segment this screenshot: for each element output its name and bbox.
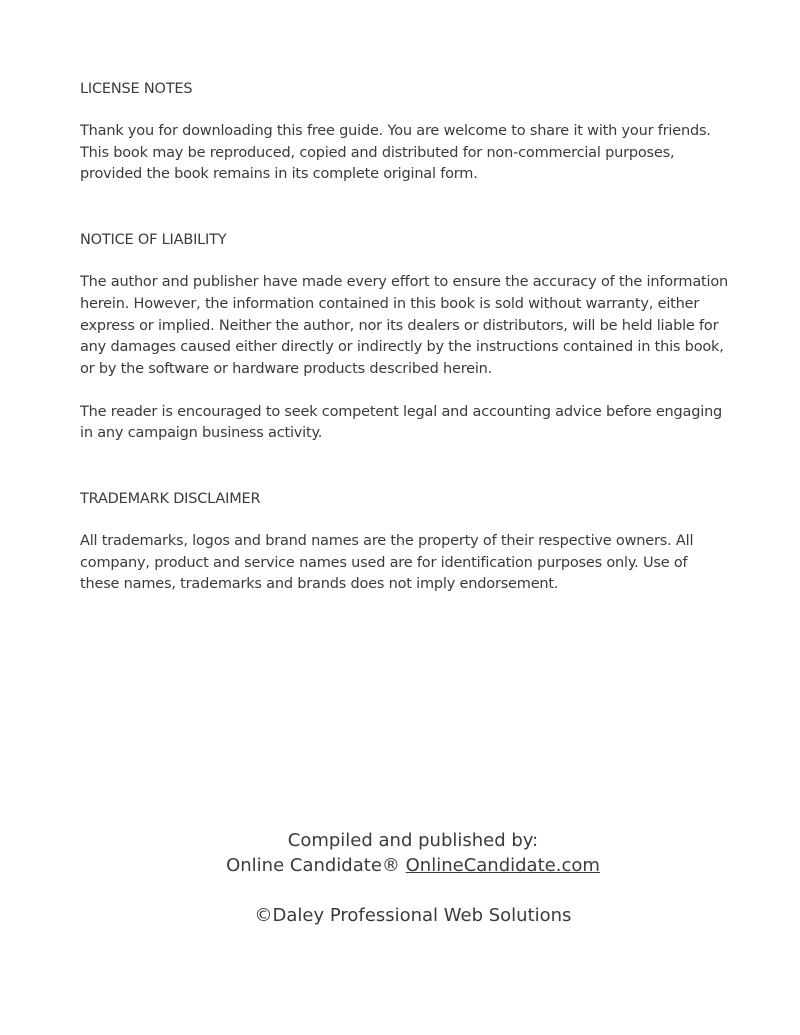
copyright-line: ©Daley Professional Web Solutions	[254, 905, 572, 926]
compiled-by-line: Compiled and published by:	[287, 830, 539, 851]
trademark-disclaimer-heading: TRADEMARK DISCLAIMER	[80, 491, 261, 508]
publisher-line	[0, 853, 800, 878]
brand-name: Online Candidate®	[226, 855, 400, 876]
license-notes-heading: LICENSE NOTES	[80, 81, 193, 97]
document-page	[80, 78, 730, 596]
liability-text-paragraph-2: The reader is encouraged to seek competent legal and accounting advice before engaging in any campaign business activity.	[80, 403, 723, 442]
liability-text-paragraph-1: The author and publisher have made every effort to ensure the accuracy of the information herein. However, the information contained in this book is sold without warranty, either express or implied. Neither the author, nor its dealers or distributors, will be held liable for any damages caused either directly or indirectly by the instructions contained in this book, or by the software or hardware products described herein.	[80, 274, 729, 377]
trademark-disclaimer-text: All trademarks, logos and brand names are the property of their respective owners. All company, product and service names used are for identification purposes only. Use of these names, trademarks and brands does not imply endorsement.	[80, 533, 694, 593]
publisher-footer	[0, 828, 800, 928]
website-link[interactable]: OnlineCandidate.com	[405, 855, 600, 876]
license-notes-text: Thank you for downloading this free guide. You are welcome to share it with your friends. This book may be reproduced, copied and distributed for non-commercial purposes, provided the book remains in its complete original form.	[80, 123, 711, 183]
notice-of-liability-heading: NOTICE OF LIABILITY	[80, 232, 227, 249]
